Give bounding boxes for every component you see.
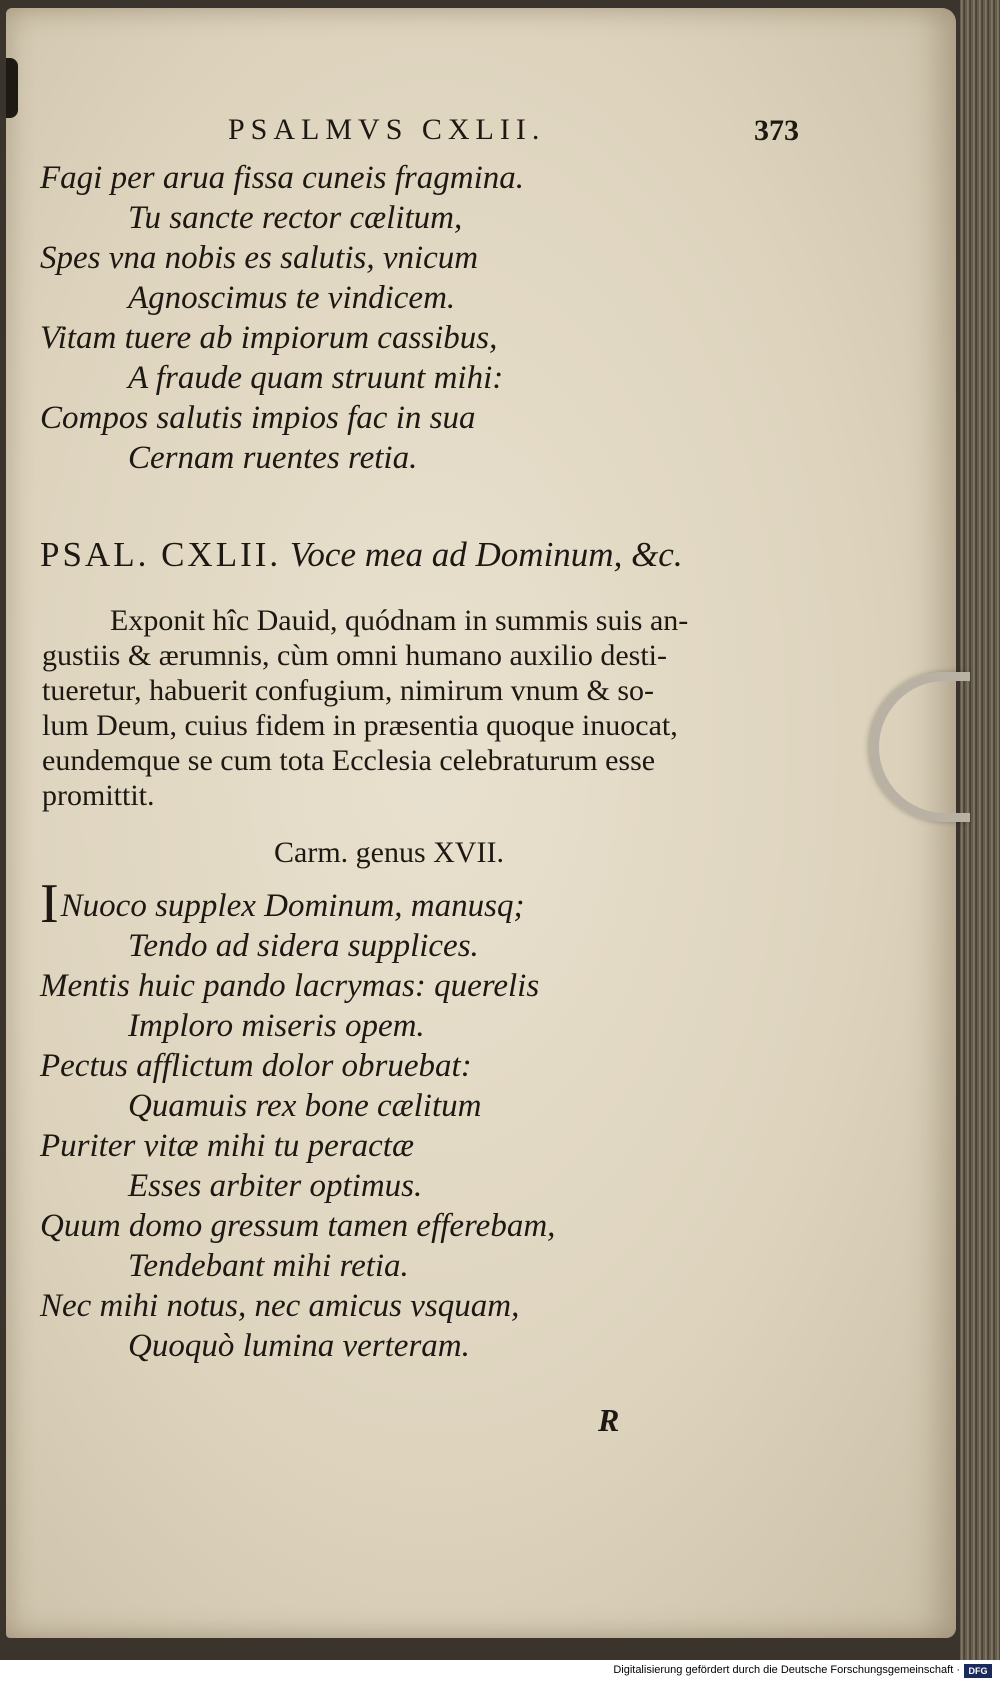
verse-line: Fagi per arua fissa cuneis fragmina. — [40, 160, 524, 196]
verse-line: Spes vna nobis es salutis, vnicum — [40, 240, 479, 276]
verse-line: Tendebant mihi retia. — [128, 1248, 409, 1284]
prose-line: gustiis & ærumnis, cùm omni humano auxilio desti- — [42, 639, 667, 672]
argument-paragraph — [42, 603, 802, 813]
drop-initial: I — [40, 873, 59, 935]
verse-line: Quamuis rex bone cælitum — [128, 1088, 482, 1124]
verse-line-rest: Nuoco supplex Dominum, manusq; — [60, 888, 525, 924]
verse-line: Mentis huic pando lacrymas: querelis — [40, 968, 540, 1004]
verse-line: Nec mihi notus, nec amicus vsquam, — [40, 1288, 520, 1324]
verse-line: Vitam tuere ab impiorum cassibus, — [40, 320, 498, 356]
verse-line: Agnoscimus te vindicem. — [128, 280, 456, 316]
prose-line: lum Deum, cuius fidem in præsentia quoque inuocat, — [42, 709, 678, 742]
footer-credit: Digitalisierung gefördert durch die Deutsche Forschungsgemeinschaft · — [613, 1664, 960, 1676]
book-page — [6, 8, 956, 1638]
verse-line: Puriter vitæ mihi tu peractæ — [40, 1128, 414, 1164]
meter-line: Carm. genus XVII. — [274, 836, 504, 869]
verse-block-1 — [40, 158, 524, 478]
verse-line: Tu sancte rector cælitum, — [128, 200, 463, 236]
verse-line: Pectus afflictum dolor obruebat: — [40, 1048, 472, 1084]
prose-line: eundemque se cum tota Ecclesia celebraturum esse — [42, 744, 656, 777]
catchword: R — [598, 1402, 620, 1438]
prose-line: Exponit hîc Dauid, quódnam in summis suis an- — [110, 604, 689, 637]
dfg-logo: DFG — [964, 1664, 992, 1678]
binding-tab — [6, 58, 18, 118]
verse-line: Quum domo gressum tamen efferebam, — [40, 1208, 556, 1244]
page-number: 373 — [754, 114, 799, 147]
psalm-number: PSAL. CXLII. — [40, 535, 282, 574]
verse-block-2 — [40, 873, 556, 1366]
prose-line: promittit. — [42, 779, 155, 812]
verse-line: Cernam ruentes retia. — [128, 440, 418, 476]
verse-line: Compos salutis impios fac in sua — [40, 400, 476, 436]
psalm-heading — [40, 535, 683, 575]
running-head: PSALMVS CXLII. — [228, 113, 546, 146]
verse-line: Quoquò lumina verteram. — [128, 1328, 470, 1364]
verse-line: Esses arbiter optimus. — [128, 1168, 423, 1204]
psalm-incipit: Voce mea ad Dominum, &c. — [289, 535, 683, 574]
verse-line: A fraude quam struunt mihi: — [128, 360, 504, 396]
book-edge — [960, 0, 1000, 1660]
verse-line-first — [40, 873, 555, 935]
verse-line: Tendo ad sidera supplices. — [128, 928, 479, 964]
verse-line: Imploro miseris opem. — [128, 1008, 425, 1044]
prose-line: tueretur, habuerit confugium, nimirum vnum & so- — [42, 674, 655, 707]
